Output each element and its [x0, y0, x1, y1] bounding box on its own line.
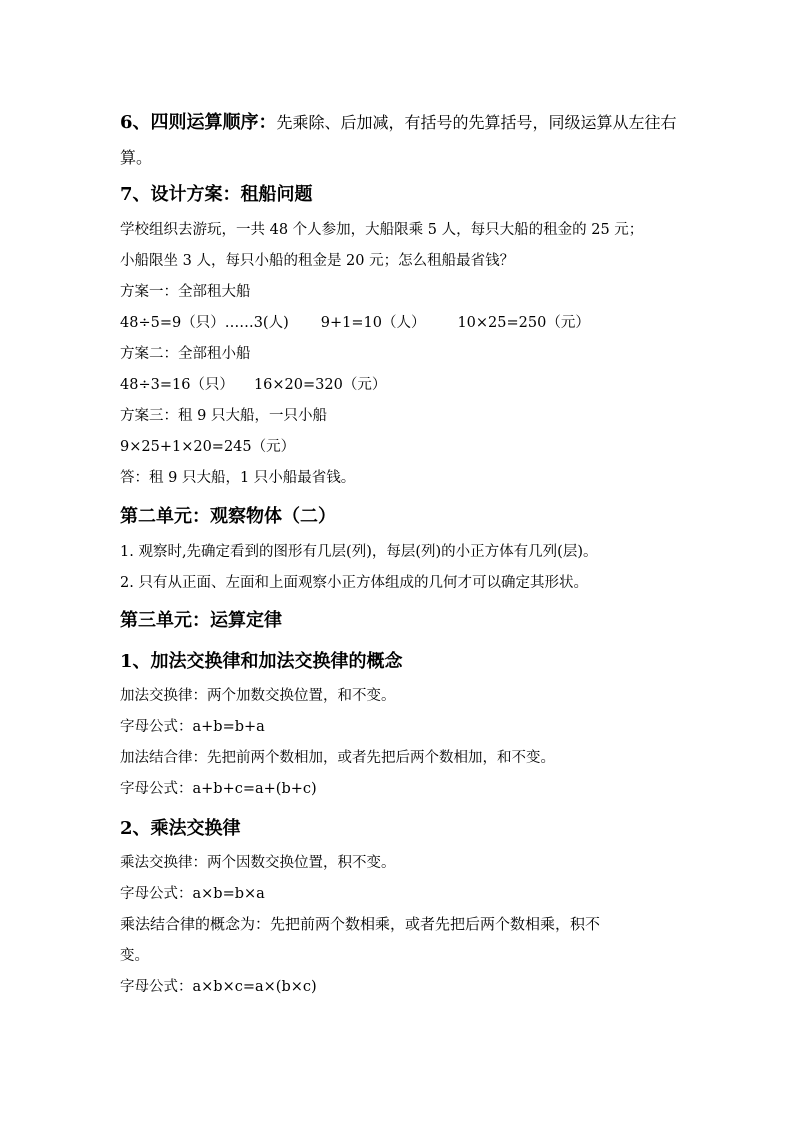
- section-6-heading: [120, 108, 677, 134]
- problem-line-2: 小船限坐 3 人，每只小船的租金是 20 元；怎么租船最省钱？: [120, 253, 515, 269]
- unit-3-title: 第三单元：运算定律: [120, 610, 282, 631]
- plan-3-equation: 9×25+1×20=245（元）: [120, 439, 296, 455]
- plan-2-equations: [120, 373, 386, 394]
- addition-commutative: 加法交换律：两个加数交换位置，和不变。: [120, 688, 396, 704]
- unit-3-subheading-2: 2、乘法交换律: [120, 818, 241, 839]
- plan-1-eq-3: 10×25=250（元）: [457, 315, 590, 331]
- unit-3-subheading-1: 1、加法交换律和加法交换律的概念: [120, 651, 403, 672]
- multiplication-associative: 乘法结合律的概念为：先把前两个数相乘，或者先把后两个数相乘，积不: [120, 915, 601, 933]
- problem-line-1: 学校组织去游玩，一共 48 个人参加，大船限乘 5 人，每只大船的租金的 25 元；: [120, 222, 644, 238]
- addition-associative: 加法结合律：先把前两个数相加，或者先把后两个数相加，和不变。: [120, 750, 555, 766]
- plan-1-label: 方案一：全部租大船: [120, 284, 251, 300]
- unit-2-item-2: 2. 只有从正面、左面和上面观察小正方体组成的几何才可以确定其形状。: [120, 575, 588, 591]
- plan-3-label: 方案三：租 9 只大船，一只小船: [120, 408, 327, 424]
- unit-2-title: 第二单元：观察物体（二）: [120, 506, 336, 527]
- unit-2-item-1: 1. 观察时,先确定看到的图形有几层(列)，每层(列)的小正方体有几列(层)。: [120, 544, 598, 560]
- multiplication-commutative: 乘法交换律：两个因数交换位置，积不变。: [120, 855, 396, 871]
- plan-1-eq-1: 48÷5=9（只）……3(人): [120, 315, 289, 331]
- addition-commutative-formula: 字母公式：a+b=b+a: [120, 719, 265, 735]
- plan-2-label: 方案二：全部租小船: [120, 346, 251, 362]
- multiplication-associative-cont: 变。: [120, 948, 149, 964]
- plan-2-eq-1: 48÷3=16（只）: [120, 377, 234, 393]
- section-6-title: 6、四则运算顺序：: [120, 112, 277, 133]
- section-6-text: 先乘除、后加减，有括号的先算括号，同级运算从左往右: [276, 113, 677, 132]
- answer-line: 答：租 9 只大船，1 只小船最省钱。: [120, 470, 356, 486]
- section-6-text-cont: 算。: [120, 148, 153, 167]
- plan-1-equations: [120, 311, 590, 332]
- multiplication-commutative-formula: 字母公式：a×b=b×a: [120, 886, 265, 902]
- plan-1-eq-2: 9+1=10（人）: [320, 315, 426, 331]
- section-7-title: 7、设计方案：租船问题: [120, 184, 313, 205]
- multiplication-associative-formula: 字母公式：a×b×c=a×(b×c): [120, 979, 317, 995]
- addition-associative-formula: 字母公式：a+b+c=a+(b+c): [120, 781, 317, 797]
- plan-2-eq-2: 16×20=320（元）: [253, 377, 387, 393]
